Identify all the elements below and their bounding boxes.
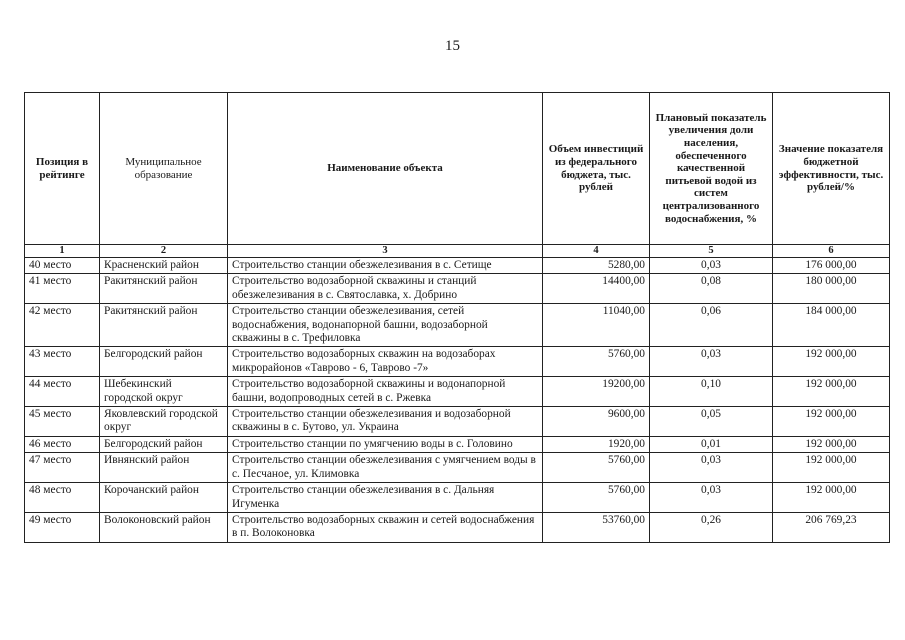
column-number: 3 xyxy=(228,245,543,258)
column-number: 1 xyxy=(25,245,100,258)
cell-increase: 0,01 xyxy=(650,436,773,452)
header-investment: Объем инвестиций из федерального бюджета, тыс. рублей xyxy=(543,93,650,245)
cell-investment: 5760,00 xyxy=(543,483,650,513)
cell-increase: 0,03 xyxy=(650,453,773,483)
table-row xyxy=(25,436,890,452)
cell-investment: 5280,00 xyxy=(543,258,650,274)
cell-efficiency: 206 769,23 xyxy=(773,512,890,542)
cell-increase: 0,03 xyxy=(650,347,773,377)
cell-position: 46 место xyxy=(25,436,100,452)
cell-municipality: Корочанский район xyxy=(100,483,228,513)
cell-object: Строительство станции обезжелезивания и водозаборной скважины в с. Бутово, ул. Украина xyxy=(228,407,543,437)
cell-object: Строительство станции обезжелезивания с умягчением воды в с. Песчаное, ул. Климовка xyxy=(228,453,543,483)
table-row xyxy=(25,377,890,407)
cell-efficiency: 180 000,00 xyxy=(773,274,890,304)
cell-object: Строительство водозаборных скважин и сетей водоснабжения в п. Волоконовка xyxy=(228,512,543,542)
cell-object: Строительство станции обезжелезивания, сетей водоснабжения, водонапорной башни, водозаборной скважины в с. Трефиловка xyxy=(228,304,543,347)
table-header-row xyxy=(25,93,890,245)
cell-increase: 0,03 xyxy=(650,258,773,274)
header-position: Позиция в рейтинге xyxy=(25,93,100,245)
table-row xyxy=(25,407,890,437)
cell-efficiency: 192 000,00 xyxy=(773,483,890,513)
cell-investment: 9600,00 xyxy=(543,407,650,437)
cell-object: Строительство водозаборной скважины и водонапорной башни, водопроводных сетей в с. Ржевка xyxy=(228,377,543,407)
cell-efficiency: 176 000,00 xyxy=(773,258,890,274)
column-number: 2 xyxy=(100,245,228,258)
column-number: 6 xyxy=(773,245,890,258)
table-row xyxy=(25,453,890,483)
header-increase: Плановый показатель увеличения доли населения, обеспеченного качественной питьевой водой из систем централизованного водоснабжения, % xyxy=(650,93,773,245)
cell-position: 44 место xyxy=(25,377,100,407)
cell-position: 48 место xyxy=(25,483,100,513)
cell-investment: 5760,00 xyxy=(543,453,650,483)
rating-table xyxy=(24,92,890,543)
table-row xyxy=(25,304,890,347)
table-row xyxy=(25,347,890,377)
cell-object: Строительство станции обезжелезивания в с. Дальняя Игуменка xyxy=(228,483,543,513)
cell-object: Строительство водозаборных скважин на водозаборах микрорайонов «Таврово - 6, Таврово -7» xyxy=(228,347,543,377)
column-number-row xyxy=(25,245,890,258)
cell-investment: 53760,00 xyxy=(543,512,650,542)
page-number: 15 xyxy=(445,38,460,54)
cell-increase: 0,06 xyxy=(650,304,773,347)
table-body xyxy=(25,258,890,543)
cell-municipality: Ракитянский район xyxy=(100,274,228,304)
cell-position: 43 место xyxy=(25,347,100,377)
cell-position: 45 место xyxy=(25,407,100,437)
cell-efficiency: 192 000,00 xyxy=(773,407,890,437)
cell-municipality: Ивнянский район xyxy=(100,453,228,483)
cell-position: 42 место xyxy=(25,304,100,347)
cell-investment: 1920,00 xyxy=(543,436,650,452)
table-row xyxy=(25,483,890,513)
cell-increase: 0,03 xyxy=(650,483,773,513)
header-municipality: Муниципальное образование xyxy=(100,93,228,245)
cell-position: 41 место xyxy=(25,274,100,304)
cell-increase: 0,26 xyxy=(650,512,773,542)
cell-municipality: Волоконовский район xyxy=(100,512,228,542)
table-row xyxy=(25,512,890,542)
cell-investment: 19200,00 xyxy=(543,377,650,407)
cell-increase: 0,05 xyxy=(650,407,773,437)
cell-municipality: Белгородский район xyxy=(100,347,228,377)
cell-municipality: Ракитянский район xyxy=(100,304,228,347)
cell-object: Строительство станции по умягчению воды в с. Головино xyxy=(228,436,543,452)
cell-position: 40 место xyxy=(25,258,100,274)
cell-municipality: Красненский район xyxy=(100,258,228,274)
cell-position: 47 место xyxy=(25,453,100,483)
cell-efficiency: 192 000,00 xyxy=(773,347,890,377)
table-row xyxy=(25,258,890,274)
cell-increase: 0,10 xyxy=(650,377,773,407)
cell-investment: 5760,00 xyxy=(543,347,650,377)
column-number: 5 xyxy=(650,245,773,258)
cell-investment: 11040,00 xyxy=(543,304,650,347)
cell-object: Строительство станции обезжелезивания в с. Сетище xyxy=(228,258,543,274)
cell-efficiency: 192 000,00 xyxy=(773,377,890,407)
cell-investment: 14400,00 xyxy=(543,274,650,304)
cell-municipality: Яковлевский городской округ xyxy=(100,407,228,437)
cell-efficiency: 192 000,00 xyxy=(773,453,890,483)
cell-increase: 0,08 xyxy=(650,274,773,304)
cell-municipality: Белгородский район xyxy=(100,436,228,452)
cell-efficiency: 192 000,00 xyxy=(773,436,890,452)
table-row xyxy=(25,274,890,304)
header-object: Наименование объекта xyxy=(228,93,543,245)
header-efficiency: Значение показателя бюджетной эффективности, тыс. рублей/% xyxy=(773,93,890,245)
cell-position: 49 место xyxy=(25,512,100,542)
cell-object: Строительство водозаборной скважины и станций обезжелезивания в с. Святославка, х. Добрино xyxy=(228,274,543,304)
cell-efficiency: 184 000,00 xyxy=(773,304,890,347)
cell-municipality: Шебекинский городской округ xyxy=(100,377,228,407)
column-number: 4 xyxy=(543,245,650,258)
